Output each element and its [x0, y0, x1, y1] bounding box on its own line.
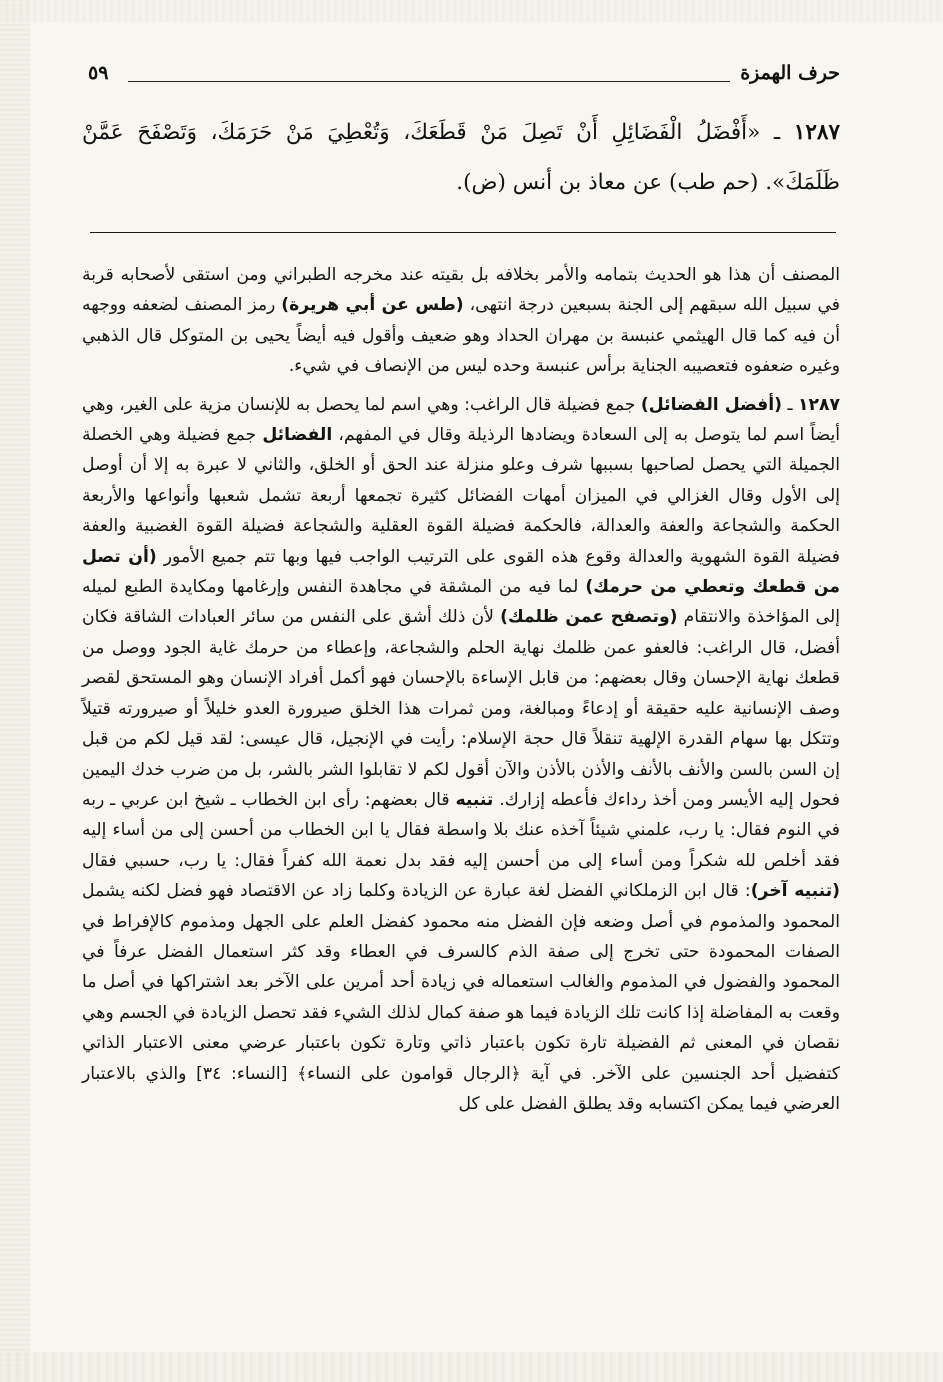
para2-note-label: تنبيه: [455, 789, 494, 810]
para2-quote-2: (وتصفح عمن ظلمك): [500, 607, 678, 628]
para2-number: ١٢٨٧: [798, 394, 840, 415]
para2-text-c: جمع فضيلة وهي الخصلة الجميلة التي يحصل لصاحبها بسببها شرف وعلو منزلة عند الحق أو الخلق، والثاني لا عبرة به إلا أن أوصل إلى الأول وقال الغزالي في الميزان أمهات الفضائل كثيرة تجمعها أربعة تشمل شعبها وأنواعها والأربعة الحكمة والشجاعة والعفة والعدالة، فالحكمة فضيلة القوة العقلية والشجاعة فضيلة القوة الغضبية والعفة فضيلة القوة الشهوية والعدالة وقوع هذه القوى على الترتيب الواجب فيها وبها تتم جميع الأمور: [82, 425, 840, 567]
para2-quote-1: (أن تصل من قطعك وتعطي من حرمك): [82, 546, 841, 598]
commentary-paragraph-1: [82, 260, 840, 382]
scan-top-edge: [0, 0, 943, 22]
hadith-number: ١٢٨٧: [793, 120, 840, 145]
para2-text-g: : قال ابن الزملكاني الفضل لغة عبارة عن الزيادة وكلما زاد عن الاقتصاد فهو فضل لكنه يشمل المحمود والمذموم في أصل وضعه فإن الفضل منه محمود كفضل العلم على الجهل ومذموم كالإفراط في الصفات المحمودة حتى تخرج إلى صفة الذم كالسرف في العطاء وقد كثر استعمال الفضل عرفاً في المحمود والفضول في المذموم والغالب استعماله في زيادة أحد أمرين على الآخر بعد اشتراكها في أصل ما وقعت به المفاضلة إذا كانت تلك الزيادة فيما هو صفة كمال لذلك الشيء فقد تحصل الزيادة في الجسم وهي نقصان في المعنى ثم الفضيلة تارة تكون باعتبار ذاتي وتارة تكون باعتبار عرضي معنى الاعتبار الذاتي كتفضيل أحد الجنسين على الآخر. في آية ﴿الرجال قوامون على النساء﴾ [النساء: ٣٤] والذي بالاعتبار العرضي فيما يمكن اكتسابه وقد يطلق الفضل على كل: [82, 881, 840, 1114]
para2-text-d: لما فيه من المشقة في مجاهدة النفس وإرغامها ومكايدة الطبع لميله إلى المؤاخذة والانتقام: [82, 577, 840, 628]
para2-note-label-2: (تنبيه آخر): [750, 881, 840, 902]
page-number: ٥٩: [88, 62, 109, 84]
para1-text-b: رمز المصنف لضعفه ووجهه أن فيه كما قال الهيثمي عنبسة بن مهران الحداد وهو ضعيف وأقول فيه أيضاً يحيى بن المتوكل قال الذهبي وغيره ضعفوه فتعصيبه الجناية برأس عنبسة وحده ليس من الإنصاف في شيء.: [82, 295, 840, 377]
footnote-divider: [90, 232, 836, 233]
hadith-text: [82, 108, 840, 208]
header-rule: [128, 81, 730, 82]
scan-bottom-edge: [0, 1352, 943, 1382]
para2-text-a: ـ: [781, 394, 799, 415]
para2-term: الفضائل: [262, 425, 333, 446]
chapter-title: حرف الهمزة: [740, 62, 840, 84]
para1-text-a: المصنف أن هذا هو الحديث بتمامه والأمر بخلافه بل بقيته عند مخرجه الطبراني ومن استقى لأصحابه قربة في سبيل الله سبقهم إلى الجنة بسبعين درجة انتهى،: [82, 265, 840, 316]
hadith-body: ـ «أَفْضَلُ الْفَضَائِلِ أَنْ تَصِلَ مَنْ قَطَعَكَ، وَتُعْطِيَ مَنْ حَرَمَكَ، وَتَصْفَحَ عَمَّنْ ظَلَمَكَ». (حم طب) عن معاذ بن أنس (ض).: [82, 120, 840, 195]
commentary: [82, 260, 840, 1119]
running-header: [88, 62, 840, 92]
scan-left-edge: [0, 0, 30, 1382]
para1-source-code: (طس عن أبي هريرة): [281, 295, 464, 316]
para2-text-f: قال بعضهم: رأى ابن الخطاب ـ شيخ ابن عربي ـ ربه في النوم فقال: يا رب، علمني شيئاً آخذه عنك بلا واسطة فقال يا ابن الخطاب من أحسن إلى من أساء إليه فقد أخلص لله شكراً ومن أساء إلى من أحسن إليه فقد بدل نعمة الله كفراً فقال: يا رب، حسبي فقال: [82, 789, 840, 871]
para2-heading: (أفضل الفضائل): [640, 394, 782, 415]
para2-text-e: لأن ذلك أشق على النفس من سائر العبادات الشاقة فكان أفضل، قال الراغب: فالعفو عمن ظلمك نهاية الحلم والشجاعة، وإعطاء من حرمك غاية الجود ووصل من قطعك نهاية الإحسان وقال بعضهم: من قابل الإساءة بالإحسان فهو أكمل أفراد الإنسان وهو المستحق لقصر وصف الإنسانية عليه حقيقة أو إدعاءً ومبالغة، ومن ثمرات هذا الخلق صيرورة العدو خليلاً أو صيرورته قتيلاً وتتكل بها سهام القدرة الإلهية تنقلاً قال حجة الإسلام: رأيت في الإنجيل، قال عيسى: لقد قيل لكم من قبل إن السن بالسن والأنف بالأنف والأذن بالأذن والآن أقول لكم لا تقابلوا الشر بالشر، بل من ضرب خدك اليمين فحول إليه الأيسر ومن أخذ رداءك فأعطه إزارك.: [82, 607, 840, 810]
para2-text-b: جمع فضيلة قال الراغب: وهي اسم لما يحصل به للإنسان مزية على الغير، وهي أيضاً اسم لما يتوصل به إلى السعادة ويضادها الرذيلة وقال في المفهم،: [82, 394, 841, 446]
commentary-paragraph-2: [82, 390, 840, 1120]
